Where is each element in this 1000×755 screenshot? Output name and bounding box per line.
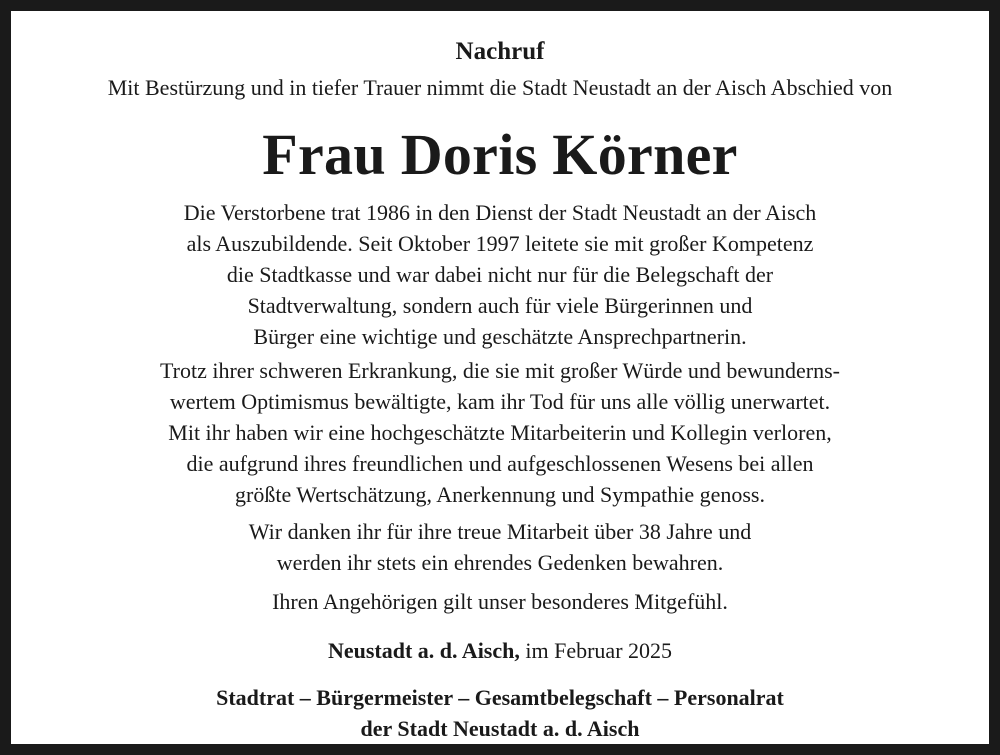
text-line: Wir danken ihr für ihre treue Mitarbeit über 38 Jahre und [248, 519, 752, 544]
text-line: Trotz ihrer schweren Erkrankung, die sie mit großer Würde und bewunderns- [160, 358, 840, 383]
signature-line-2: der Stadt Neustadt a. d. Aisch [360, 716, 640, 741]
text-line: die aufgrund ihres freundlichen und aufgeschlossenen Wesens bei allen [186, 451, 814, 476]
text-line: Stadtverwaltung, sondern auch für viele Bürgerinnen und [247, 293, 753, 318]
text-line: Bürger eine wichtige und geschätzte Ansprechpartnerin. [253, 324, 747, 349]
heading: Nachruf [455, 38, 545, 65]
paragraph-career [22, 197, 978, 352]
paragraph-condolence [22, 586, 978, 617]
text-line: wertem Optimismus bewältigte, kam ihr Tod für uns alle völlig unerwartet. [169, 389, 831, 414]
text-line: werden ihr stets ein ehrendes Gedenken bewahren. [276, 550, 724, 575]
text-line: Mit ihr haben wir eine hochgeschätzte Mitarbeiterin und Kollegin verloren, [168, 420, 832, 445]
place: Neustadt a. d. Aisch, [327, 638, 520, 663]
text-line: Ihren Angehörigen gilt unser besonderes Mitgefühl. [272, 589, 728, 614]
intro-text: Mit Bestürzung und in tiefer Trauer nimmt die Stadt Neustadt an der Aisch Abschied von [107, 75, 893, 100]
text-line: größte Wertschätzung, Anerkennung und Sympathie genoss. [235, 482, 765, 507]
text-line: Die Verstorbene trat 1986 in den Dienst der Stadt Neustadt an der Aisch [183, 200, 817, 225]
text-line: als Auszubildende. Seit Oktober 1997 leitete sie mit großer Kompetenz [186, 231, 814, 256]
deceased-name: Frau Doris Körner [262, 122, 738, 187]
paragraph-thanks [22, 516, 978, 578]
text-line: die Stadtkasse und war dabei nicht nur für die Belegschaft der [226, 262, 774, 287]
signature-line-1: Stadtrat – Bürgermeister – Gesamtbelegschaft – Personalrat [216, 685, 784, 710]
date: im Februar 2025 [525, 638, 673, 663]
obituary-content [22, 22, 978, 741]
paragraph-illness [22, 355, 978, 510]
place-date [22, 636, 978, 666]
